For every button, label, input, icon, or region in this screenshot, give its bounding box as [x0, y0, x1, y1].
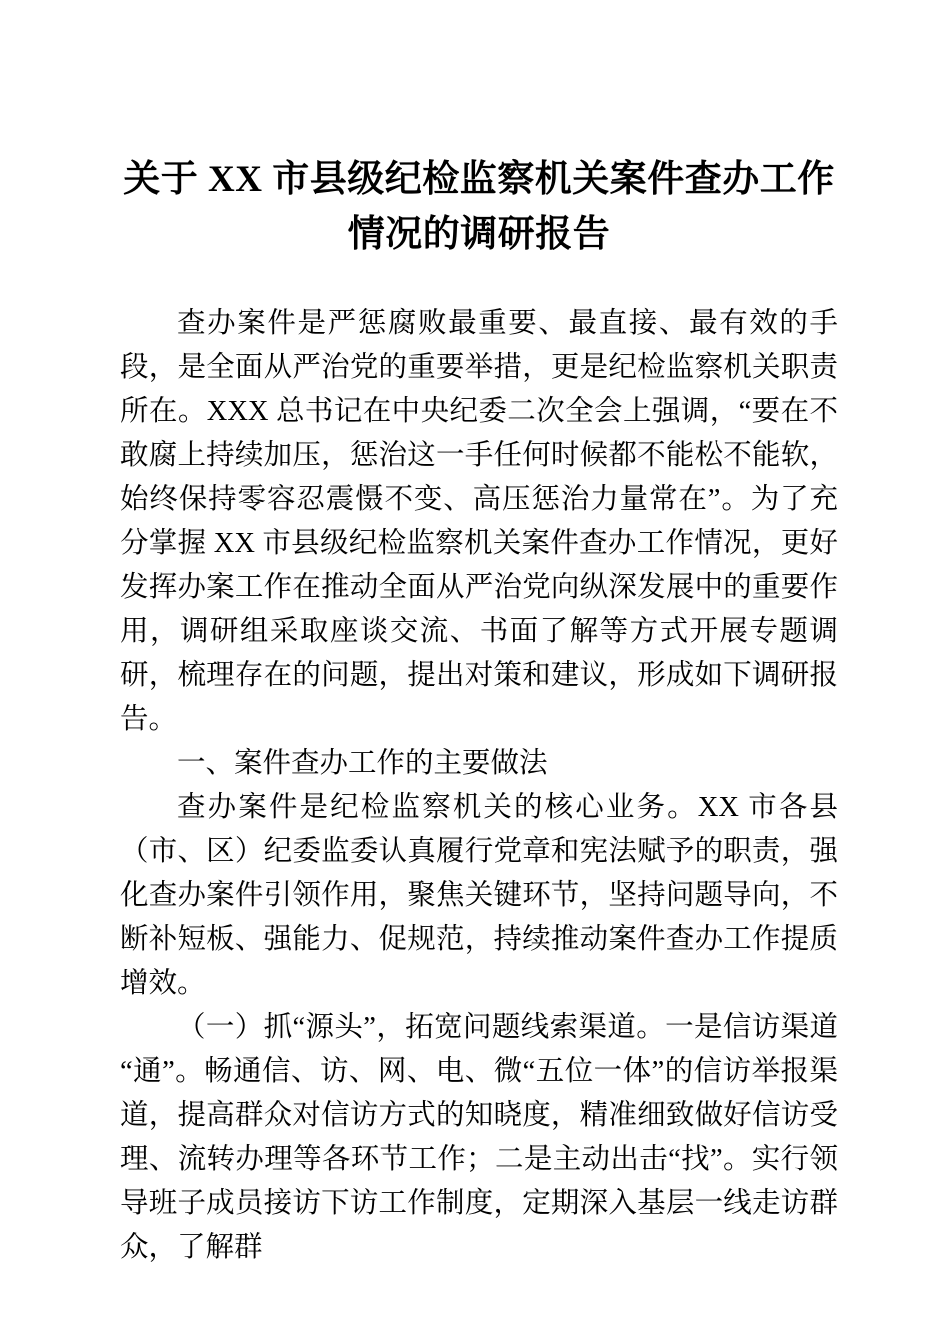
- subsection-1-paragraph: （一）抓“源头”，拓宽问题线索渠道。一是信访渠道“通”。畅通信、访、网、电、微“五位一体”的信访举报渠道，提高群众对信访方式的知晓度，精准细致做好信访受理、流转办理等各环节工作；二是主动出击“找”。实行领导班子成员接访下访工作制度，定期深入基层一线走访群众，了解群: [120, 1012, 838, 1263]
- section-1-heading: 一、案件查办工作的主要做法: [177, 748, 548, 779]
- section-1-paragraph: 查办案件是纪检监察机关的核心业务。XX 市各县（市、区）纪委监委认真履行党章和宪法赋予的职责，强化查办案件引领作用，聚焦关键环节，坚持问题导向，不断补短板、强能力、促规范，持续推动案件查办工作提质增效。: [120, 792, 838, 999]
- document-title: 关于 XX 市县级纪检监察机关案件查办工作情况的调研报告: [123, 159, 835, 255]
- intro-paragraph: 查办案件是严惩腐败最重要、最直接、最有效的手段，是全面从严治党的重要举措，更是纪检监察机关职责所在。XXX 总书记在中央纪委二次全会上强调，“要在不敢腐上持续加压，惩治这一手任何时候都不能松不能软，始终保持零容忍震慑不变、高压惩治力量常在”。为了充分掌握 XX 市县级纪检监察机关案件查办工作情况，更好发挥办案工作在推动全面从严治党向纵深发展中的重要作用，调研组采取座谈交流、书面了解等方式开展专题调研，梳理存在的问题，提出对策和建议，形成如下调研报告。: [120, 308, 838, 735]
